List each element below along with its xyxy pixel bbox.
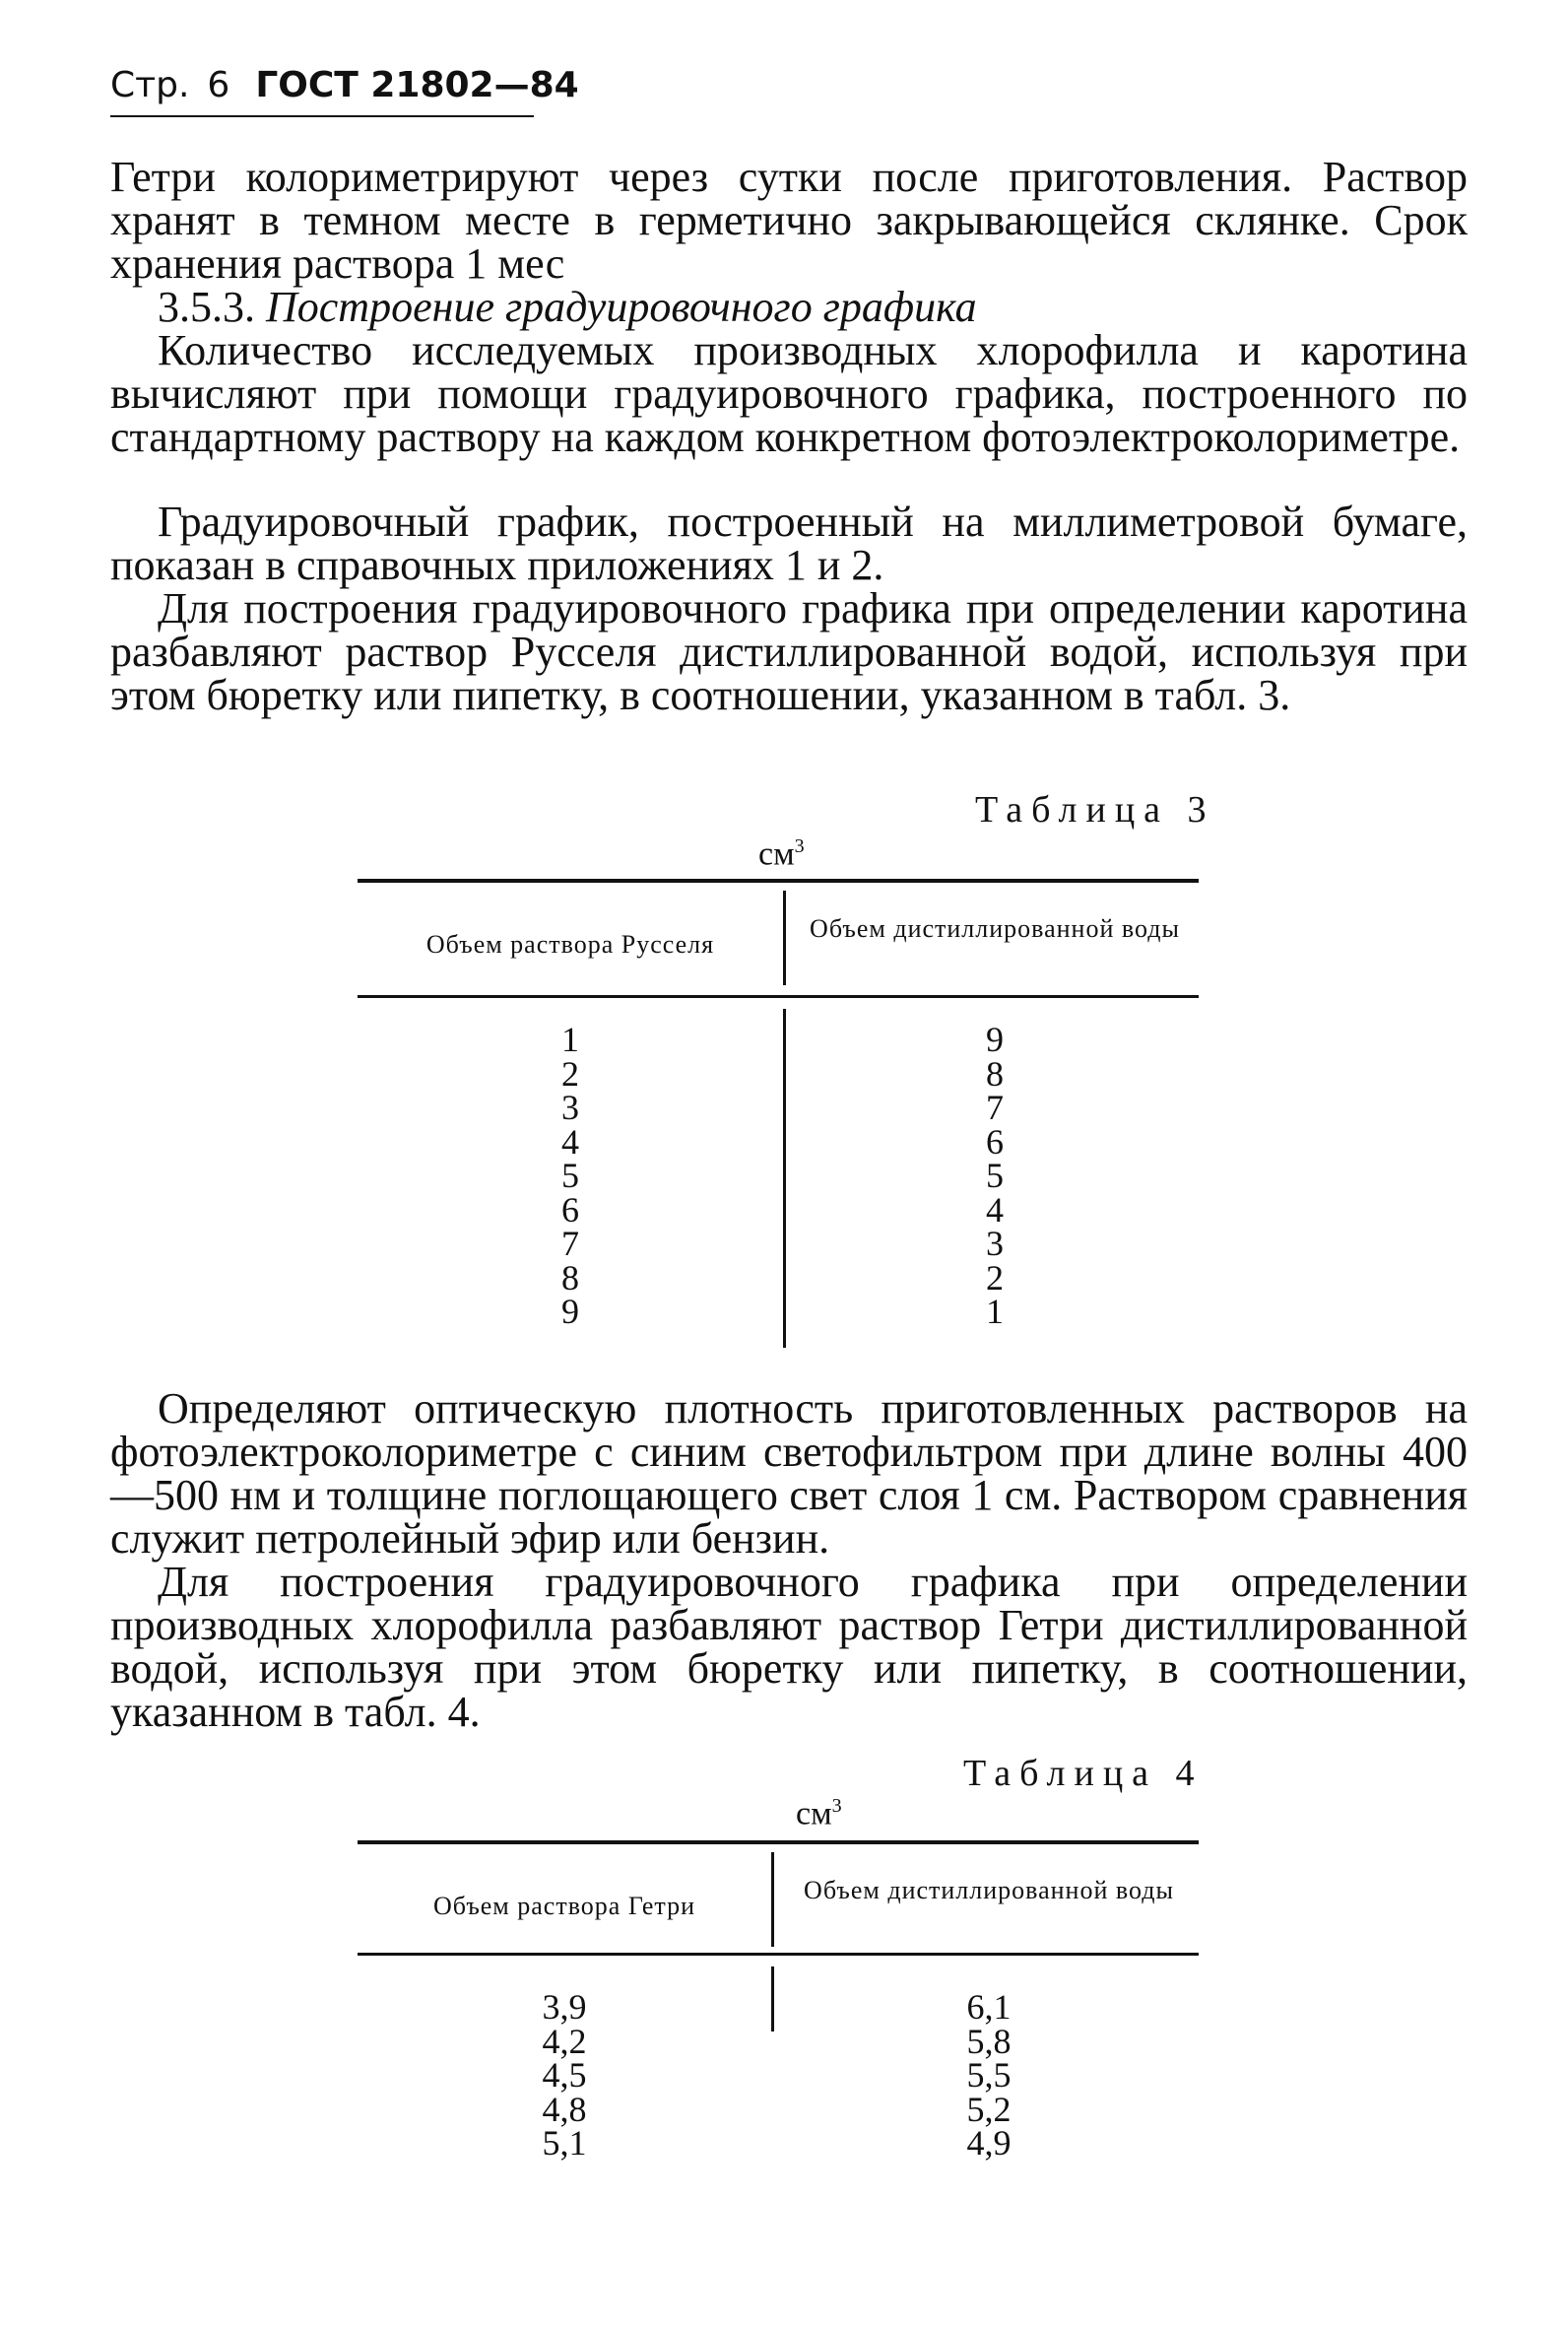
- table4-col1-cell: 4,2: [542, 2021, 587, 2061]
- paragraph-3: Градуировочный график, построенный на миллиметровой бумаге, показан в справочных приложениях 1 и 2.: [110, 498, 1468, 589]
- table4-caption: Таблица 4: [963, 1753, 1204, 1794]
- table3-col1-cell: 1: [561, 1020, 579, 1059]
- page-header: [110, 61, 579, 110]
- table3-units: [758, 835, 805, 873]
- table4-col2-cell: 4,9: [966, 2123, 1012, 2163]
- table3-col2-cell: 6: [986, 1121, 1004, 1162]
- table3-col2-cell: 4: [986, 1189, 1004, 1230]
- table3-header-divider: [783, 891, 786, 985]
- table3-col1-header: Объем раствора Русселя: [425, 930, 715, 959]
- table3-top-rule: [358, 879, 1199, 883]
- table4-col2-cell: 5,2: [966, 2089, 1012, 2129]
- table4-units: [796, 1795, 842, 1832]
- standard-code: ГОСТ 21802—84: [255, 65, 579, 105]
- table4-header-rule: [358, 1953, 1199, 1956]
- page-label: Стр.: [110, 65, 190, 105]
- table3-col2-cell: 2: [986, 1257, 1004, 1298]
- table4-units-sup: 3: [831, 1795, 842, 1817]
- table3-col2-header: Объем дистиллированной воды: [810, 914, 1180, 943]
- table3-col2-cell: 7: [986, 1088, 1004, 1127]
- table3-col1-cell: 8: [561, 1257, 579, 1298]
- paragraph-4: Для построения градуировочного графика при определении каротина разбавляют раствор Русселя дистиллированной водой, используя при этом бюретку или пипетку, в соотношении, указанном в табл. 3.: [110, 584, 1468, 719]
- table3-col1-cell: 7: [561, 1224, 579, 1263]
- table3-col1-cell: 4: [561, 1121, 579, 1162]
- section-title: Построение градуировочного графика: [266, 283, 977, 331]
- table3-body-divider: [783, 1009, 786, 1348]
- table3-col1: [358, 1020, 783, 1331]
- table-4: [358, 1840, 1199, 2175]
- table4-col1-cell: 4,5: [542, 2055, 587, 2095]
- table3-col1-cell: 2: [561, 1053, 579, 1094]
- table4-col2-cell: 5,8: [966, 2021, 1012, 2061]
- table4-col2: [779, 1987, 1199, 2163]
- table3-col1-cell: 5: [561, 1156, 579, 1195]
- section-number: 3.5.3.: [158, 283, 255, 331]
- table4-col2-cell: 5,5: [966, 2055, 1012, 2095]
- header-rule: [110, 115, 534, 117]
- table4-col1: [358, 1987, 771, 2163]
- table4-top-rule: [358, 1840, 1199, 1844]
- paragraph-1: Гетри колориметрируют через сутки после приготовления. Раствор хранят в темном месте в герметично закрывающейся склянке. Срок хранения раствора 1 мес: [110, 153, 1468, 288]
- table4-col2-header: Объем дистиллированной воды: [804, 1876, 1174, 1904]
- table3-col2: [791, 1020, 1199, 1331]
- table3-col2-cell: 1: [986, 1292, 1004, 1331]
- table3-units-text: см: [758, 835, 795, 873]
- table4-col1-header: Объем раствора Гетри: [432, 1892, 696, 1920]
- paragraph-2: Количество исследуемых производных хлорофилла и каротина вычисляют при помощи градуировочного графика, построенного по стандартному раствору на каждом конкретном фотоэлектроколориметре.: [110, 326, 1468, 461]
- table3-col1-cell: 3: [561, 1088, 579, 1127]
- table3-col1-cell: 9: [561, 1292, 579, 1331]
- table4-header-divider: [771, 1852, 774, 1947]
- table4-body-divider: [771, 1966, 774, 2031]
- table4-col1-cell: 5,1: [542, 2123, 587, 2163]
- table3-col1-cell: 6: [561, 1189, 579, 1230]
- table3-caption: Таблица 3: [975, 789, 1215, 831]
- table3-col2-cell: 3: [986, 1224, 1004, 1263]
- table3-header-rule: [358, 995, 1199, 998]
- table-3: [358, 879, 1199, 1371]
- table4-col2-cell: 6,1: [966, 1987, 1012, 2027]
- table3-col2-cell: 9: [986, 1020, 1004, 1059]
- table4-col1-cell: 3,9: [542, 1987, 587, 2027]
- page-number: 6: [207, 65, 230, 105]
- table4-col1-cell: 4,8: [542, 2089, 587, 2129]
- section-heading: [110, 283, 1468, 331]
- paragraph-6: Для построения градуировочного графика при определении производных хлорофилла разбавляют раствор Гетри дистиллированной водой, используя при этом бюретку или пипетку, в соотношении, указанном в табл. 4.: [110, 1558, 1468, 1736]
- table3-col2-cell: 5: [986, 1156, 1004, 1195]
- paragraph-5: Определяют оптическую плотность приготовленных растворов на фотоэлектроколориметре с синим светофильтром при длине волны 400—500 нм и толщине поглощающего свет слоя 1 см. Раствором сравнения служит петролейный эфир или бензин.: [110, 1384, 1468, 1563]
- table3-units-sup: 3: [794, 835, 805, 857]
- table4-units-text: см: [796, 1795, 832, 1832]
- table3-col2-cell: 8: [986, 1053, 1004, 1094]
